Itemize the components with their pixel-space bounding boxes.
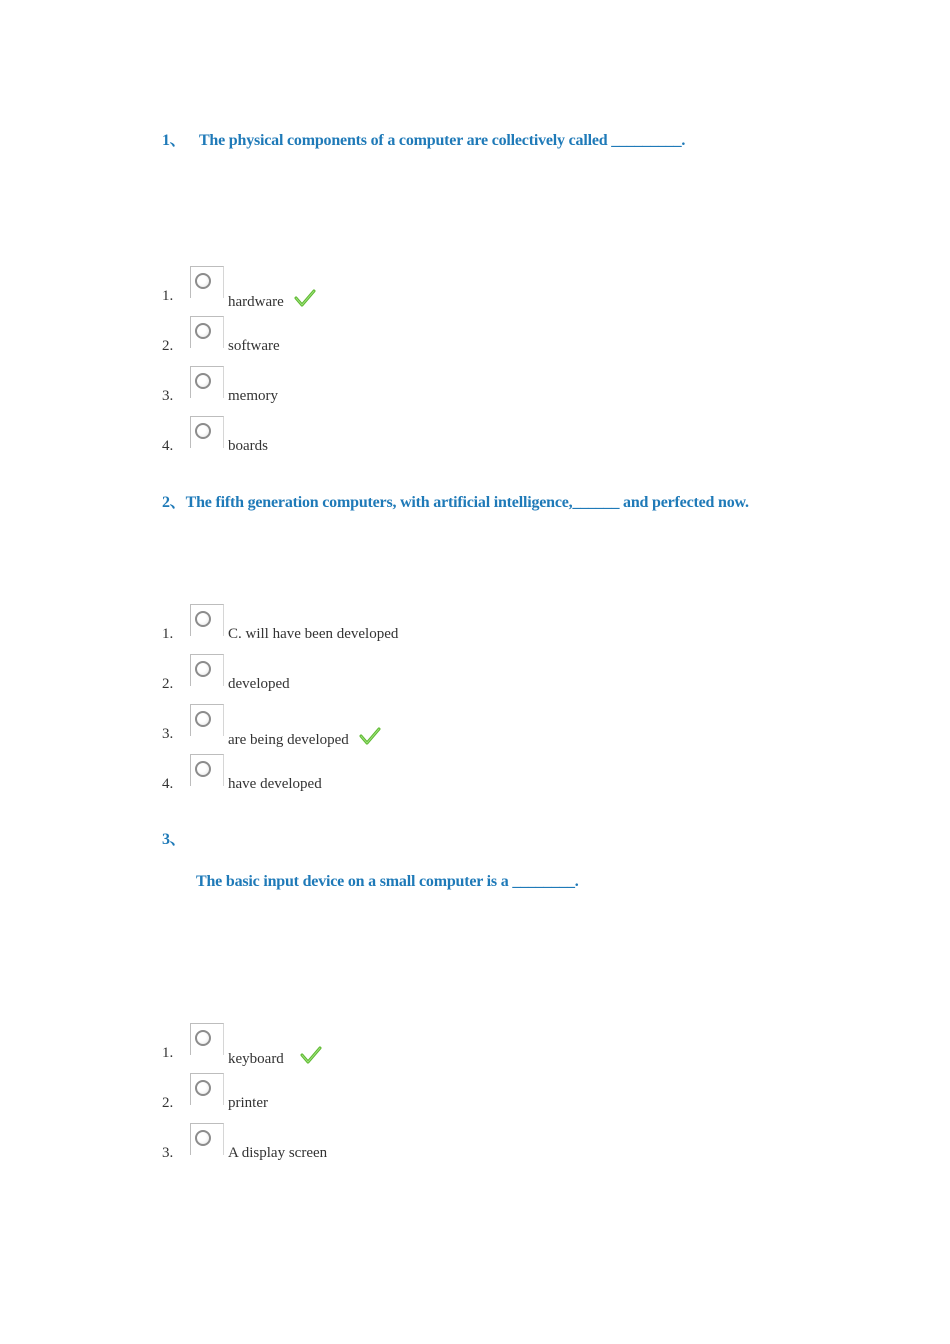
option-label: memory — [228, 388, 278, 404]
option-index: 4. — [162, 776, 174, 792]
option-are-being-developed[interactable] — [162, 704, 762, 748]
option-label: developed — [228, 676, 290, 692]
option-label: hardware — [228, 294, 284, 310]
option-software[interactable] — [162, 316, 762, 352]
radio-button-icon[interactable] — [190, 316, 224, 348]
green-checkmark-icon — [300, 1045, 322, 1065]
option-boards[interactable] — [162, 416, 762, 452]
option-display-screen[interactable] — [162, 1123, 762, 1159]
option-index: 3. — [162, 1145, 174, 1161]
option-printer[interactable] — [162, 1073, 762, 1109]
option-index: 2. — [162, 1095, 174, 1111]
option-index: 2. — [162, 338, 174, 354]
question-number: 2、 — [162, 494, 186, 511]
option-index: 1. — [162, 288, 174, 304]
radio-button-icon[interactable] — [190, 1073, 224, 1105]
option-label: software — [228, 338, 280, 354]
green-checkmark-icon — [294, 288, 316, 308]
question-text: The basic input device on a small computer is a ________. — [196, 873, 579, 890]
question-text: The physical components of a computer are collectively called _________. — [198, 132, 686, 149]
option-label: boards — [228, 438, 268, 454]
option-label: are being developed — [228, 732, 349, 748]
question-number: 3、 — [162, 831, 186, 848]
radio-button-icon[interactable] — [190, 704, 224, 736]
option-label: C. will have been developed — [228, 626, 399, 642]
question-number: 1、 — [162, 132, 186, 149]
option-index: 1. — [162, 626, 174, 642]
option-hardware[interactable] — [162, 266, 762, 310]
radio-button-icon[interactable] — [190, 654, 224, 686]
option-index: 2. — [162, 676, 174, 692]
question-title — [162, 489, 749, 512]
option-label: have developed — [228, 776, 322, 792]
option-index: 4. — [162, 438, 174, 454]
option-label: keyboard — [228, 1051, 284, 1067]
option-will-have-been-developed[interactable] — [162, 604, 762, 640]
option-memory[interactable] — [162, 366, 762, 402]
option-index: 3. — [162, 726, 174, 742]
question-text: The fifth generation computers, with artificial intelligence,______ and perfected now. — [185, 494, 749, 511]
radio-button-icon[interactable] — [190, 604, 224, 636]
option-developed[interactable] — [162, 654, 762, 690]
radio-button-icon[interactable] — [190, 366, 224, 398]
option-label: printer — [228, 1095, 268, 1111]
radio-button-icon[interactable] — [190, 1023, 224, 1055]
green-checkmark-icon — [359, 726, 381, 746]
radio-button-icon[interactable] — [190, 754, 224, 786]
option-index: 3. — [162, 388, 174, 404]
question-title — [162, 127, 685, 150]
radio-button-icon[interactable] — [190, 1123, 224, 1155]
radio-button-icon[interactable] — [190, 266, 224, 298]
radio-button-icon[interactable] — [190, 416, 224, 448]
option-label: A display screen — [228, 1145, 328, 1161]
option-have-developed[interactable] — [162, 754, 762, 790]
option-keyboard[interactable] — [162, 1023, 762, 1067]
option-index: 1. — [162, 1045, 174, 1061]
